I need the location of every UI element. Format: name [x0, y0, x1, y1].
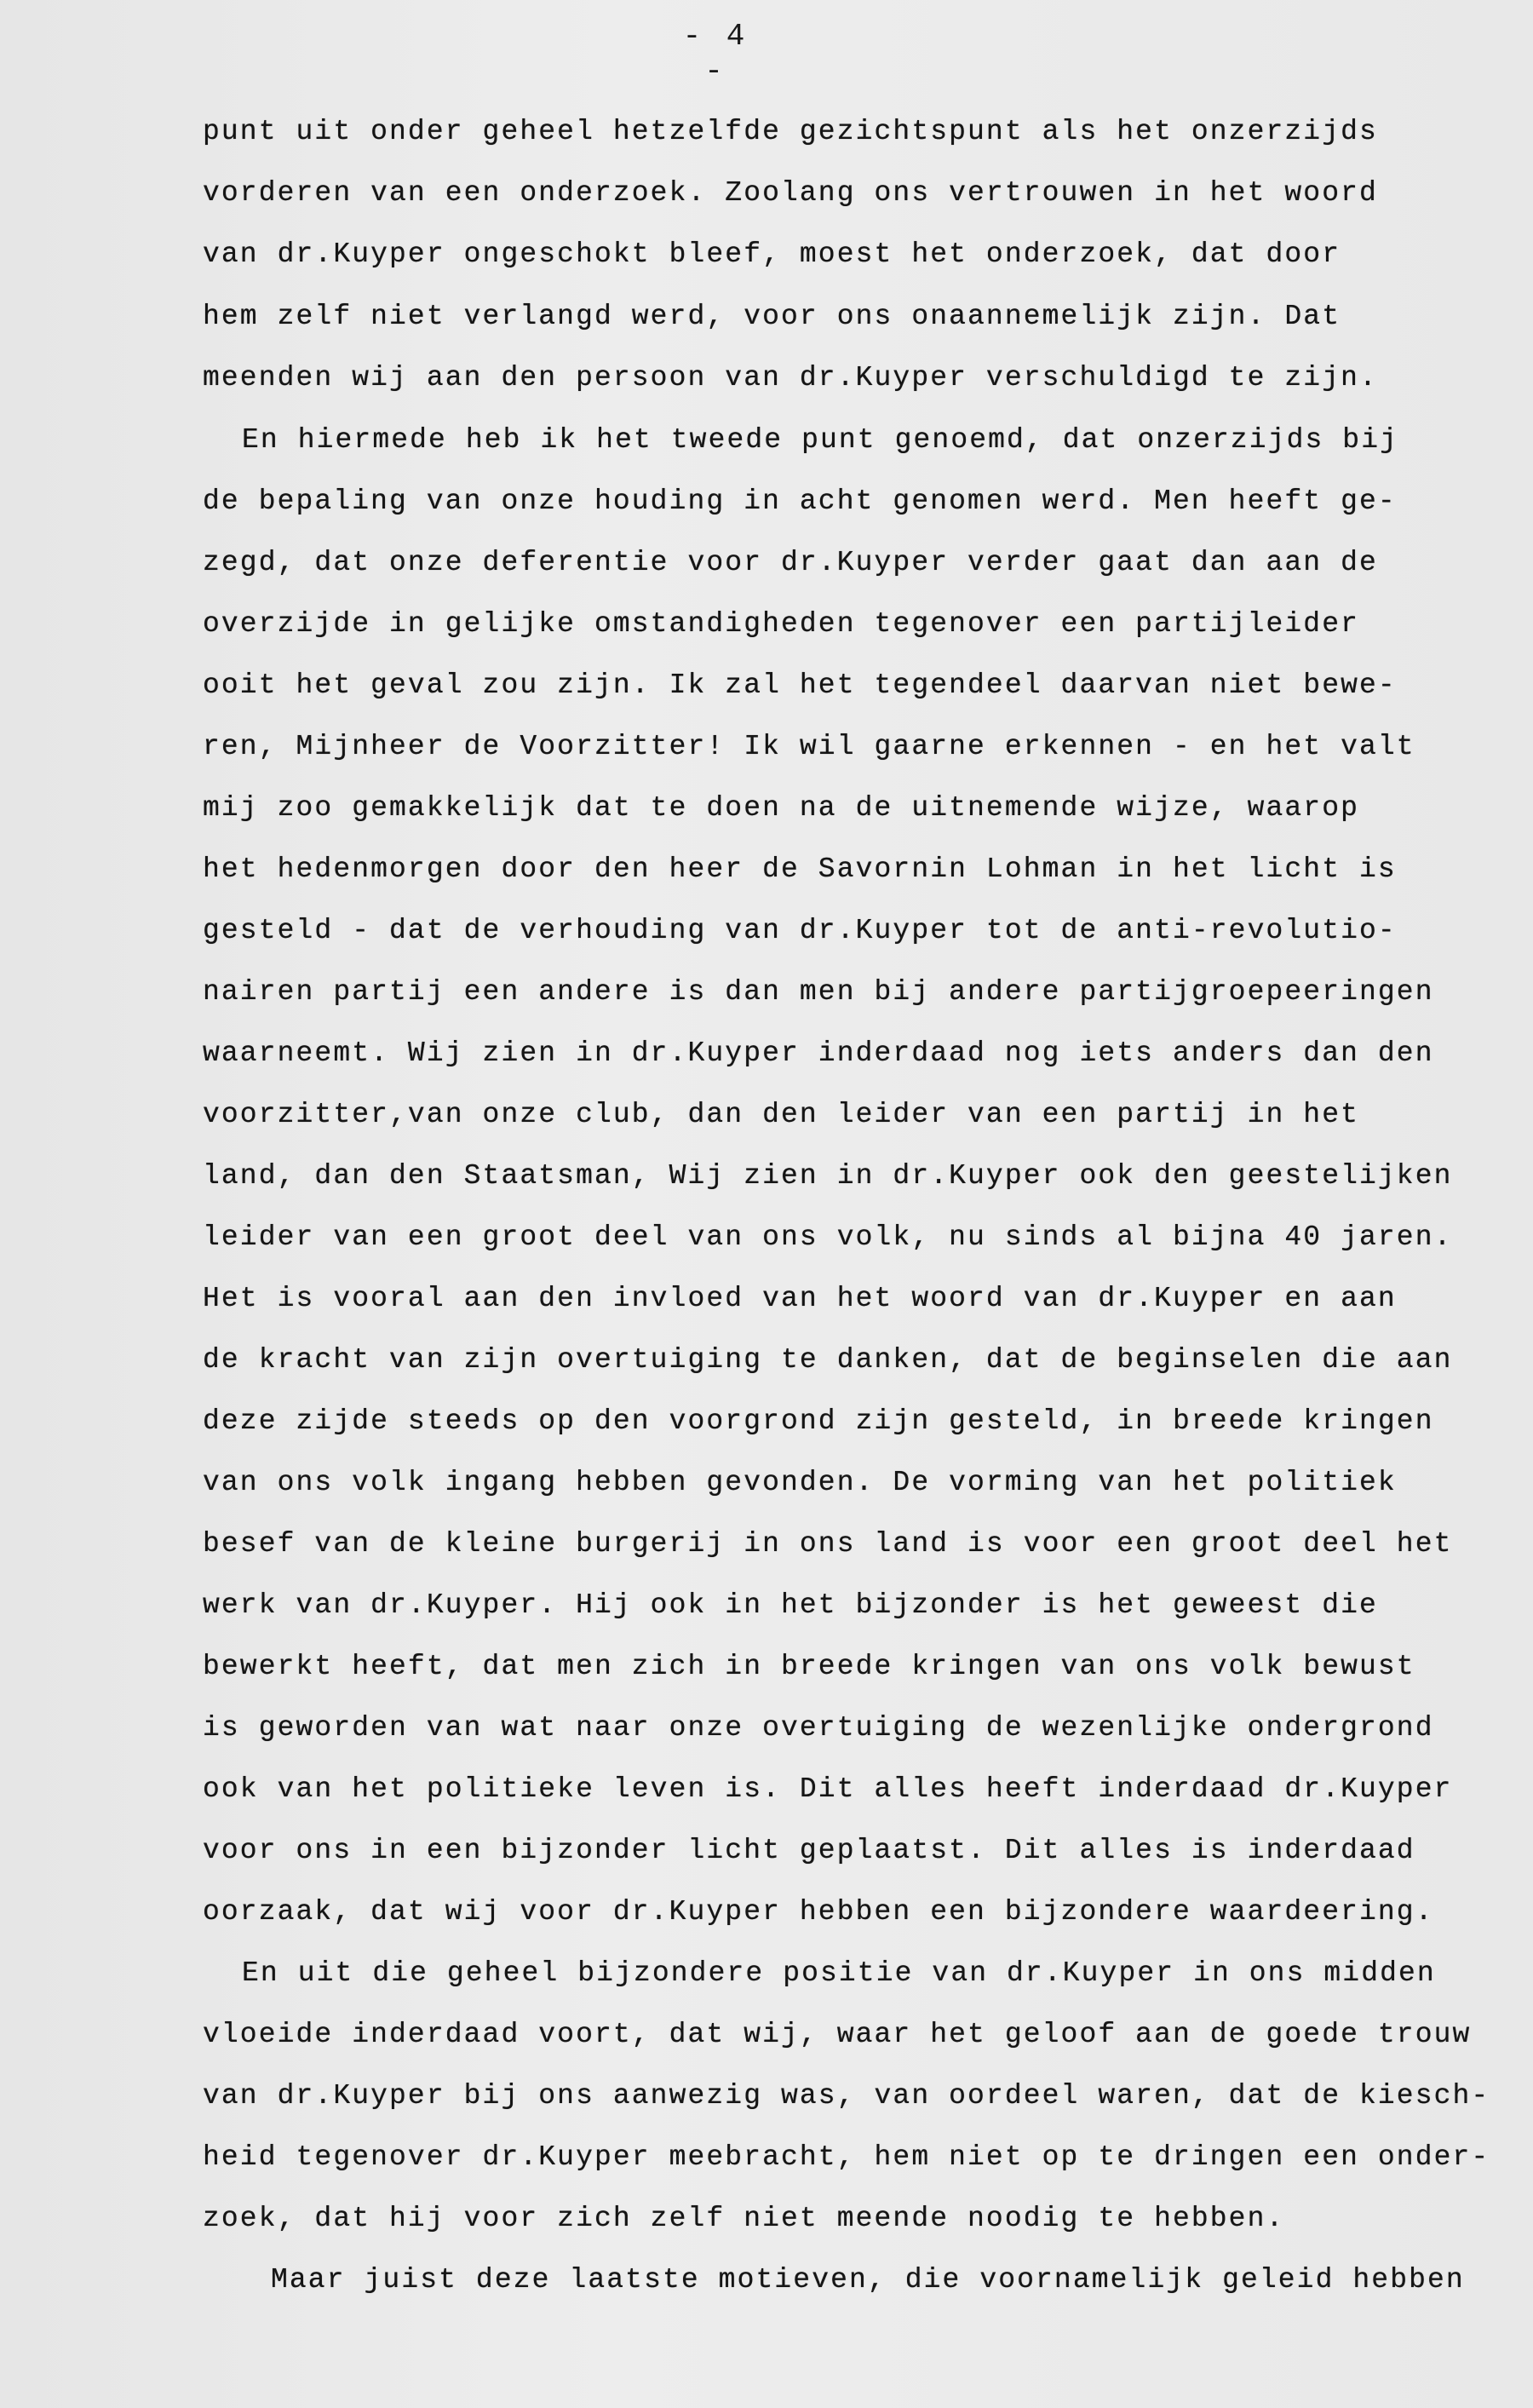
- text-line: gesteld - dat de verhouding van dr.Kuyper tot de anti-revolutio-: [203, 915, 1397, 946]
- text-line: hem zelf niet verlangd werd, voor ons onaannemelijk zijn. Dat: [203, 301, 1341, 332]
- text-line: overzijde in gelijke omstandigheden tegenover een partijleider: [203, 608, 1359, 640]
- text-line: heid tegenover dr.Kuyper meebracht, hem niet op te dringen een onder-: [203, 2141, 1490, 2173]
- text-line: bewerkt heeft, dat men zich in breede kringen van ons volk bewust: [203, 1651, 1415, 1682]
- text-line: meenden wij aan den persoon van dr.Kuyper verschuldigd te zijn.: [203, 362, 1378, 394]
- text-line: het hedenmorgen door den heer de Savornin Lohman in het licht is: [203, 853, 1397, 885]
- text-line: oorzaak, dat wij voor dr.Kuyper hebben een bijzondere waardeering.: [203, 1896, 1434, 1928]
- page-number: - 4 -: [682, 19, 749, 89]
- text-line: besef van de kleine burgerij in ons land is voor een groot deel het: [203, 1528, 1453, 1560]
- text-line: voor ons in een bijzonder licht geplaatst. Dit alles is inderdaad: [203, 1835, 1415, 1866]
- text-line: deze zijde steeds op den voorgrond zijn gesteld, in breede kringen: [203, 1405, 1434, 1437]
- text-line: zegd, dat onze deferentie voor dr.Kuyper verder gaat dan aan de: [203, 547, 1378, 578]
- text-line: van dr.Kuyper ongeschokt bleef, moest het onderzoek, dat door: [203, 239, 1341, 270]
- text-line: nairen partij een andere is dan men bij andere partijgroepeeringen: [203, 976, 1434, 1008]
- text-line: En hiermede heb ik het tweede punt genoemd, dat onzerzijds bij: [242, 424, 1398, 456]
- text-line: voorzitter,van onze club, dan den leider van een partij in het: [203, 1099, 1359, 1130]
- text-line: vloeide inderdaad voort, dat wij, waar het geloof aan de goede trouw: [203, 2019, 1472, 2050]
- text-line: is geworden van wat naar onze overtuiging de wezenlijke ondergrond: [203, 1712, 1434, 1744]
- text-line: de kracht van zijn overtuiging te danken, dat de beginselen die aan: [203, 1344, 1453, 1376]
- text-line: punt uit onder geheel hetzelfde gezichtspunt als het onzerzijds: [203, 116, 1378, 147]
- text-line: mij zoo gemakkelijk dat te doen na de uitnemende wijze, waarop: [203, 792, 1359, 824]
- text-line: vorderen van een onderzoek. Zoolang ons vertrouwen in het woord: [203, 177, 1378, 209]
- text-line: van ons volk ingang hebben gevonden. De vorming van het politiek: [203, 1467, 1397, 1498]
- text-line: werk van dr.Kuyper. Hij ook in het bijzonder is het geweest die: [203, 1589, 1378, 1621]
- text-line: En uit die geheel bijzondere positie van dr.Kuyper in ons midden: [242, 1957, 1436, 1989]
- text-line: Het is vooral aan den invloed van het woord van dr.Kuyper en aan: [203, 1283, 1397, 1314]
- text-line: leider van een groot deel van ons volk, nu sinds al bijna 40 jaren.: [203, 1221, 1453, 1253]
- text-line: zoek, dat hij voor zich zelf niet meende noodig te hebben.: [203, 2203, 1285, 2234]
- text-line: waarneemt. Wij zien in dr.Kuyper inderdaad nog iets anders dan den: [203, 1037, 1434, 1069]
- text-line: Maar juist deze laatste motieven, die voornamelijk geleid hebben: [271, 2264, 1465, 2296]
- text-line: ren, Mijnheer de Voorzitter! Ik wil gaarne erkennen - en het valt: [203, 731, 1415, 762]
- text-line: van dr.Kuyper bij ons aanwezig was, van oordeel waren, dat de kiesch-: [203, 2080, 1490, 2112]
- text-line: de bepaling van onze houding in acht genomen werd. Men heeft ge-: [203, 486, 1397, 517]
- text-line: ook van het politieke leven is. Dit alles heeft inderdaad dr.Kuyper: [203, 1773, 1453, 1805]
- text-line: ooit het geval zou zijn. Ik zal het tegendeel daarvan niet bewe-: [203, 670, 1397, 701]
- text-line: land, dan den Staatsman, Wij zien in dr.Kuyper ook den geestelijken: [203, 1160, 1453, 1192]
